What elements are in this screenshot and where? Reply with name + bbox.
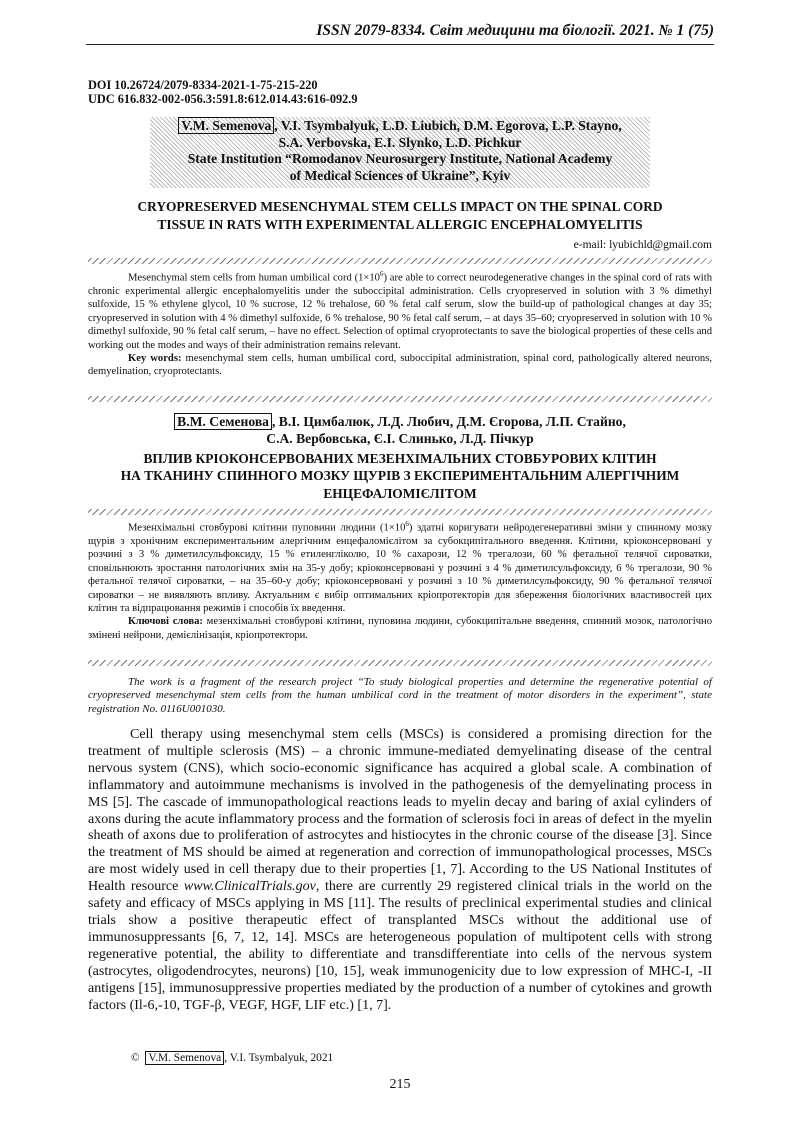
doi: DOI 10.26724/2079-8334-2021-1-75-215-220	[88, 78, 318, 92]
abstract-ua	[88, 518, 712, 642]
copyright-author-boxed: V.M. Semenova	[145, 1051, 224, 1065]
lead-author-ua: В.М. Семенова	[174, 413, 272, 430]
body-paragraph: Cell therapy using mesenchymal stem cells (MSCs) is considered a promising direction for the treatment of multiple sclerosis (MS) – a chronic immune-mediated demyelinating disease of the central nervous system (CNS), which socio-economic significance has acquired a global scale. A combination of inflammatory and autoimmune mechanisms is involved in the pathogenesis of the demyelinating process in MS [5]. The cascade of immunopathological reactions leads to myelin decay and baring of axial cylinders of axons during the acute inflammatory process and the formation of sclerosis foci in areas of defect in the myelin sheath of axons due to proliferation of astrocytes and histiocytes in the chronic course of the disease [3]. Since the treatment of MS should be aimed at regeneration and correction of immunopathological processes, MSCs are most widely used in cell therapy due to their properties [1, 7]. According to the US National Institutes of Health resource www.ClinicalTrials.gov, there are currently 29 registered clinical trials in the world on the safety and efficacy of MSCs applying in MS [11]. The results of preclinical experimental studies and clinical trials show a positive therapeutic effect of transplanted MSCs without the additional use of immunosuppressants [6, 7, 12, 14]. MSCs are heterogeneous population of multipotent cells with strong regenerative potential, the ability to differentiate and transdifferentiate into cells of the nervous system (astrocytes, oligodendrocytes, neurons) [10, 15], weak immunogenicity due to low expression of MHC-I, -II antigens [15], immunosuppressive properties mediated by the production of a number of cytokines and growth factors (Il-6,-10, TGF-β, VEGF, HGF, LIF etc.) [1, 7].	[88, 727, 713, 1013]
title-en-line1: CRYOPRESERVED MESENCHYMAL STEM CELLS IMPACT ON THE SPINAL CORD	[137, 199, 663, 214]
authors-ua-line2: С.А. Вербовська, Є.І. Слинько, Л.Д. Пічкур	[266, 431, 534, 446]
project-note-text: The work is a fragment of the research project “To study biological properties and determine the regenerative potential of cryopreserved mesenchymal stem cells from the human umbilical cord in the treatment of motor disorders in the experiment”, state registration No. 0116U001030.	[88, 676, 712, 715]
header-rule	[86, 44, 714, 45]
affiliation-line2: of Medical Sciences of Ukraine”, Kyiv	[289, 167, 511, 183]
title-ua-line2: НА ТКАНИНУ СПИННОГО МОЗКУ ЩУРІВ З ЕКСПЕРИМЕНТАЛЬНИМ АЛЕРГІЧНИМ	[120, 468, 680, 484]
keywords-en: Key words: mesenchymal stem cells, human umbilical cord, suboccipital administration, spinal cord, pathologically altered neurons, demyelination, cryoprotectants.	[88, 352, 712, 378]
authors-en-line2: S.A. Verbovska, E.I. Slynko, L.D. Pichkur	[278, 134, 522, 150]
wavy-divider	[88, 660, 712, 666]
authors-en-rest: , V.I. Tsymbalyuk, L.D. Liubich, D.M. Egorova, L.P. Stayno,	[274, 118, 622, 133]
copyright: © V.M. Semenova , V.I. Tsymbalyuk, 2021	[131, 1052, 334, 1064]
journal-header: ISSN 2079-8334. Світ медицини та біології. 2021. № 1 (75)	[316, 22, 714, 39]
authors-ua	[88, 413, 712, 447]
title-en	[88, 198, 712, 233]
project-note	[88, 676, 712, 716]
title-en-line2: TISSUE IN RATS WITH EXPERIMENTAL ALLERGIC ENCEPHALOMYELITIS	[157, 216, 643, 232]
udc: UDC 616.832-002-056.3:591.8:612.014.43:616-092.9	[88, 92, 358, 106]
authors-ua-rest: , В.І. Цимбалюк, Л.Д. Любич, Д.М. Єгорова, Л.П. Стайно,	[271, 414, 626, 429]
abstract-ua-text: Мезенхімальні стовбурові клітини пуповини людини $(1\times 10^6)$ здатні коригувати нейродегенеративні зміни у спинному мозку щурів з хронічним експериментальним алергічним енцефаломієлітом за субокципітального введення. Клітини, кріоконсервовані у розчині з 3 % диметилсульфоксиду, 15 % етиленгліколю, 10 % сахарози, 12 % трегалози, 60 % фетальної телячої сироватки, сповільнюють зростання патологічних змін на 35-у добу; кріоконсервовані у розчині з 4 % диметилсульфоксиду, 6 % трегалози, 90 % фетальної телячої сироватки, – на 35–60-у добу; кріоконсервовані у розчині з 10 % диметилсульфоксиду, 90 % фетальної телячої сироватки – не виявляють впливу. Актуальним є вибір оптимальних кріопротекторів для збереження біологічних властивостей цих клітин та відпрацювання режимів і способів їх введення.	[88, 520, 713, 614]
title-ua-line1: ВПЛИВ КРІОКОНСЕРВОВАНИХ МЕЗЕНХІМАЛЬНИХ СТОВБУРОВИХ КЛІТИН	[143, 451, 657, 466]
identifiers	[88, 78, 357, 106]
body-text	[88, 727, 712, 1014]
clinicaltrials-link[interactable]: www.ClinicalTrials.gov	[183, 879, 316, 895]
keywords-ua: Ключові слова: мезенхімальні стовбурові клітини, пуповина людини, субокципітальне введення, спинний мозок, патологічно змінені нейрони, демієлінізація, кріопротектори.	[88, 616, 712, 641]
title-ua-line3: ЕНЦЕФАЛОМІЄЛІТОМ	[323, 485, 477, 501]
wavy-divider	[88, 509, 712, 515]
affiliation-line1: State Institution “Romodanov Neurosurgery Institute, National Academy	[187, 151, 613, 166]
wavy-divider	[88, 396, 712, 402]
authors-en	[150, 118, 650, 184]
wavy-divider	[88, 258, 712, 264]
lead-author-en: V.M. Semenova	[178, 117, 274, 134]
page-number: 215	[389, 1077, 411, 1092]
abstract-en-text: Mesenchymal stem cells from human umbilical cord $(1\times 10^6)$ are able to correct neurodegenerative changes in the spinal cord of rats with chronic experimental allergic encephalomyelitis under the suboccipital administration. Cells cryopreserved in solution with 3 % dimethyl sulfoxide, 15 % ethylene glycol, 10 % sucrose, 12 % trehalose, 60 % fetal calf serum, slow the build-up of pathological changes at day 35; cryopreserved in solution with 4 % dimethyl sulfoxide, 6 % trehalose, 90 % fetal calf serum, – at days 35–60; cryopreserved in solution with 10 % dimethyl sulfoxide, 90 % fetal calf serum, – have no effect. Selection of optimal cryoprotectants to save the biological properties of these cells and working out the modes and ways of their administration remains relevant.	[88, 270, 712, 351]
title-ua	[88, 450, 712, 502]
contact-email[interactable]: e-mail: lyubichld@gmail.com	[573, 239, 712, 251]
abstract-en	[88, 268, 712, 379]
